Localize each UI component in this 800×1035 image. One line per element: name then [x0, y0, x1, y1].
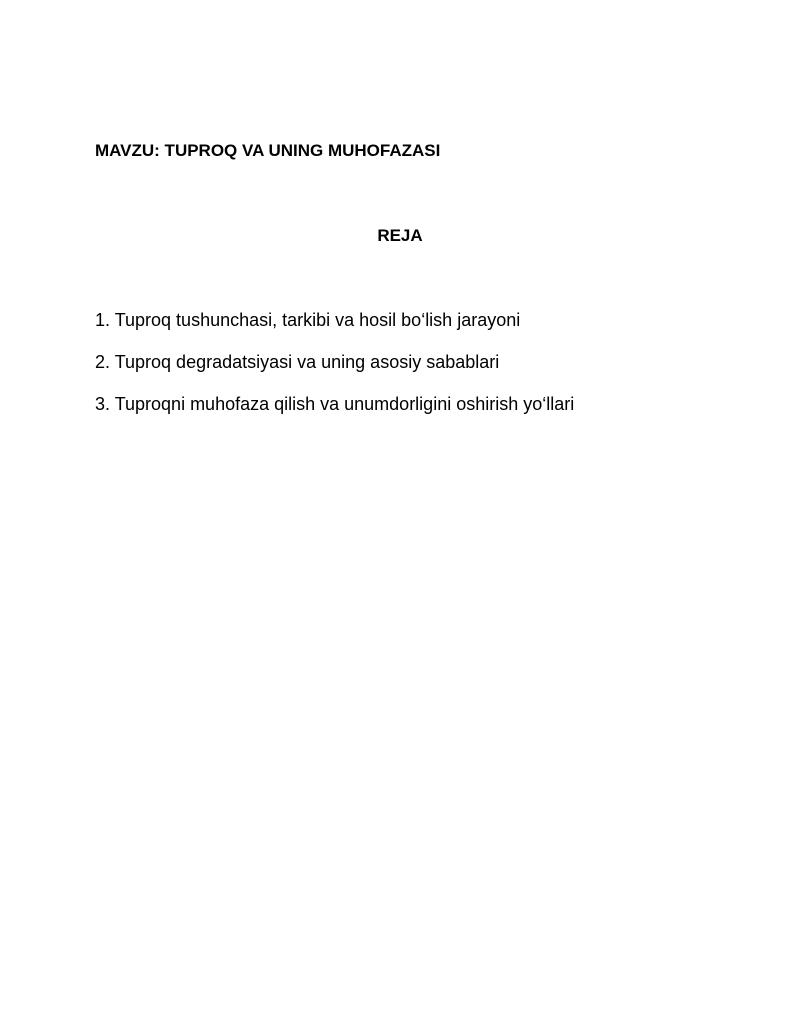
plan-item-1: 1. Tuproq tushunchasi, tarkibi va hosil bo‘lish jarayoni — [95, 310, 521, 330]
plan-item-2: 2. Tuproq degradatsiyasi va uning asosiy sabablari — [95, 352, 500, 372]
topic-title: MAVZU: TUPROQ VA UNING MUHOFAZASI — [95, 141, 441, 160]
plan-heading: REJA — [377, 226, 423, 245]
plan-list — [95, 308, 574, 434]
plan-item-3: 3. Tuproqni muhofaza qilish va unumdorligini oshirish yo‘llari — [95, 394, 575, 414]
